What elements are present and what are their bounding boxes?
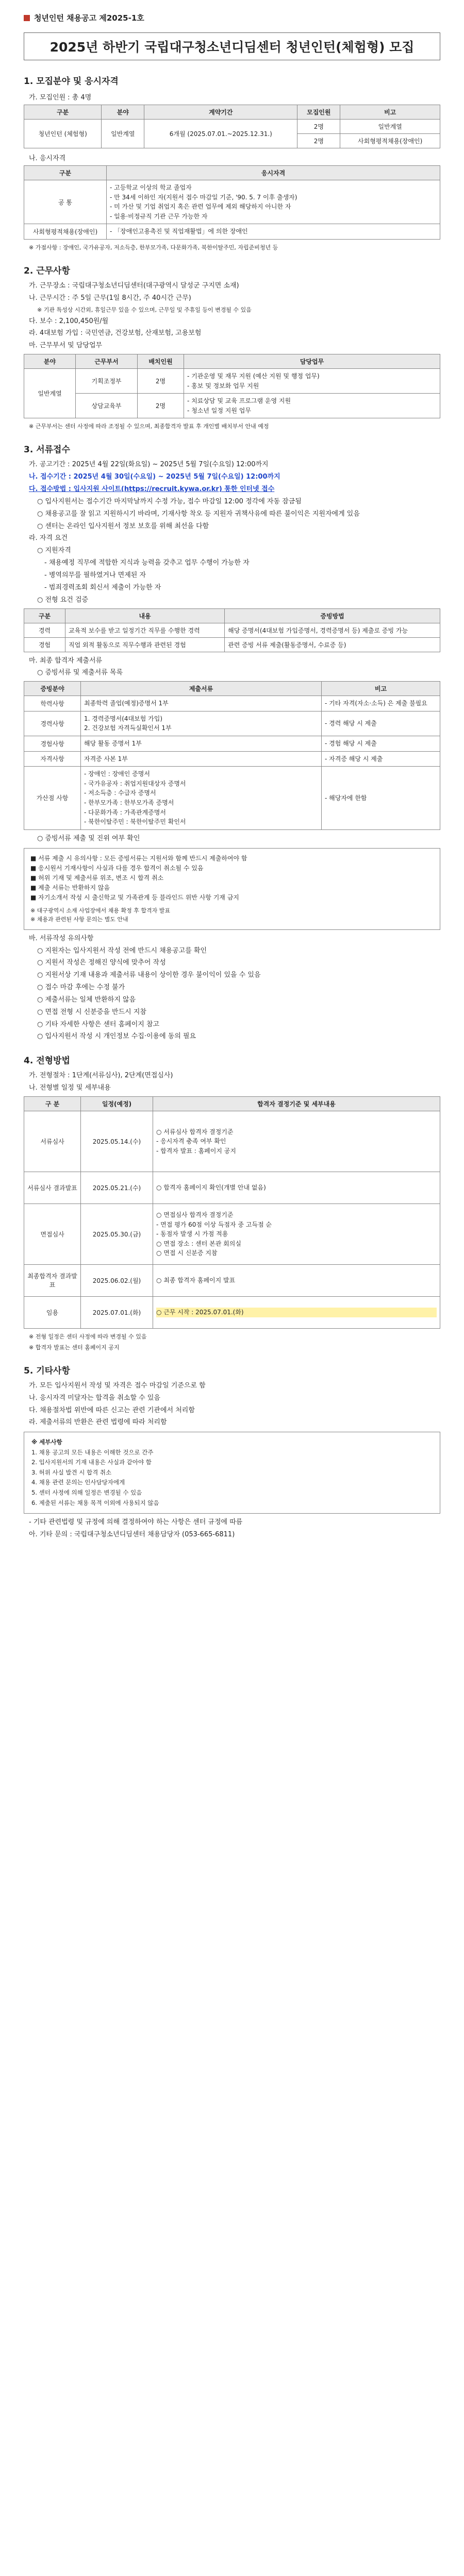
- text-line: 나. 전형별 일정 및 세부내용: [29, 1084, 111, 1092]
- table-cell: 기획조정부: [76, 369, 138, 394]
- text-line: - 채용예정 직무에 적합한 지식과 능력을 갖추고 업무 수행이 가능한 자: [44, 559, 250, 567]
- table-cell: 2명: [297, 134, 340, 148]
- table-cell: [81, 736, 322, 751]
- cell-line: ○ 면접 장소 : 센터 본관 회의실: [156, 1240, 241, 1247]
- text-line: ○ 지원서 작성은 정해진 양식에 맞추어 작성: [37, 959, 166, 967]
- table-cell: [81, 711, 322, 736]
- table-cell: 일반계열: [340, 120, 440, 134]
- section-title: 4. 전형방법: [24, 1056, 70, 1066]
- table-cell: 2명: [297, 120, 340, 134]
- table-cell: 청년인턴 (체험형): [24, 120, 102, 148]
- notice-header: [24, 12, 440, 23]
- table-header: 구 분: [24, 1096, 81, 1111]
- table-header: 구분: [24, 105, 102, 120]
- cell-line: - 경험 해당 시 제출: [325, 739, 377, 747]
- table-header: 비고: [340, 105, 440, 120]
- table-header: 응시자격: [107, 166, 440, 180]
- text-line: ○ 센터는 온라인 입사지원서 정보 보호를 위해 최선을 다함: [37, 522, 209, 530]
- table-cell: [322, 696, 440, 711]
- cell-line: - 경력 해당 시 제출: [325, 720, 377, 727]
- cell-line: ○ 면접 시 신분증 지참: [156, 1249, 218, 1257]
- table-cell: [322, 767, 440, 830]
- box-line: ■ 서류 제출 시 유의사항 : 모든 증빙서류는 지원서와 함께 반드시 제출하여야 함: [30, 854, 247, 862]
- note: ※ 근무부서는 센터 사정에 따라 조정될 수 있으며, 최종합격자 발표 후 개인별 배치부서 안내 예정: [29, 423, 269, 430]
- table-cell: 2025.05.30.(금): [81, 1204, 153, 1264]
- table-cell: [153, 1111, 440, 1172]
- text-line: 바. 서류작성 유의사항: [29, 934, 94, 942]
- text-line: 라. 제출서류의 반환은 관련 법령에 따라 처리함: [29, 1418, 167, 1427]
- table-header: 구분: [24, 608, 65, 623]
- text-line: 마. 근무부서 및 담당업무: [29, 342, 103, 350]
- cell-line: - 청소년 일정 지원 업무: [187, 406, 251, 414]
- box-line: ■ 자기소개서 작성 시 출신학교 및 가족관계 등 블라인드 위반 사항 기재 금지: [30, 894, 239, 902]
- box-title: ※ 세부사항: [31, 1438, 62, 1446]
- sub-heading: 가. 모집인원 : 총 4명: [29, 94, 92, 101]
- box-line: 5. 센터 사정에 의해 일정은 변경될 수 있음: [31, 1488, 142, 1496]
- table-cell: 가산점 사항: [24, 767, 81, 830]
- table-cell: [184, 369, 440, 394]
- table-cell: 교육적 보수를 받고 일정기간 직무를 수행한 경력: [65, 623, 225, 637]
- cell-line: ○ 최종 합격자 홈페이지 발표: [156, 1277, 236, 1284]
- section-application: [24, 442, 440, 1042]
- table-cell: 서류심사 결과발표: [24, 1172, 81, 1204]
- text-line: ○ 지원자격: [37, 547, 71, 555]
- table-cell: [107, 180, 440, 224]
- department-table: [24, 354, 440, 418]
- cell-line: - 한부모가족 : 한부모가족 증명서: [84, 799, 174, 806]
- table-cell: 사회형평적채용(장애인): [340, 134, 440, 148]
- table-cell: 자격사항: [24, 751, 81, 767]
- table-header: 제출서류: [81, 682, 322, 696]
- cell-line: - 해당자에 한함: [325, 794, 367, 802]
- text-line: ○ 면접 전형 시 신분증을 반드시 지참: [37, 1008, 146, 1016]
- cell-line: - 미 가산 및 기업 취업지 혹은 관련 업무에 제외 해당하지 아니한 자: [110, 203, 291, 211]
- table-header: 분야: [102, 105, 144, 120]
- box-line: ※ 대구광역시 소재 사업장에서 채용 확정 후 합격자 발표: [30, 907, 170, 914]
- cell-line: ○ 합격자 홈페이지 확인(개별 안내 없음): [156, 1184, 266, 1192]
- text-line: ○ 전형 요건 검증: [37, 596, 89, 604]
- table-header: 내용: [65, 608, 225, 623]
- text-line: 다. 보수 : 2,100,450원/월: [29, 317, 109, 325]
- box-line: 4. 채용 관련 문의는 인사담당자에게: [31, 1479, 125, 1486]
- cell-line: - 국가유공자 : 취업지원대상자 증명서: [84, 779, 186, 787]
- text-line: 나. 응시자격 미달자는 합격을 취소할 수 있음: [29, 1394, 160, 1402]
- cell-line: - 응시자격 충족 여부 확인: [156, 1138, 226, 1145]
- table-cell: 일반계열: [102, 120, 144, 148]
- text-line: - 기타 관련법령 및 규정에 의해 결정하여야 하는 사항은 센터 규정에 따름: [29, 1518, 243, 1527]
- section-title: 3. 서류접수: [24, 445, 70, 455]
- table-cell: 2명: [138, 369, 184, 394]
- table-cell: 일반계열: [24, 369, 76, 418]
- cell-line: ○ 근무 시작 : 2025.07.01.(화): [156, 1308, 437, 1317]
- table-cell: 경험사항: [24, 736, 81, 751]
- table-cell: [153, 1296, 440, 1328]
- text-line: 나. 접수기간 : 2025년 4월 30일(수요일) ~ 2025년 5월 7일(수요일) 12:00까지: [29, 473, 280, 481]
- cell-line: - 치료상담 및 교육 프로그램 운영 지원: [187, 397, 291, 405]
- text-line: 나. 근무시간 : 주 5일 근무(1일 8시간, 주 40시간 근무): [29, 294, 191, 302]
- table-cell: 경험: [24, 637, 65, 652]
- table-header: 구분: [24, 166, 107, 180]
- table-header: 모집인원: [297, 105, 340, 120]
- details-box: [24, 1432, 440, 1514]
- cell-line: - 동점자 발생 시 가점 적용: [156, 1230, 228, 1238]
- table-cell: 직업 외적 활동으로 직무수행과 관련된 경험: [65, 637, 225, 652]
- text-line: 다. 채용절차법 위반에 따른 신고는 관련 기관에서 처리함: [29, 1406, 195, 1414]
- text-line: ○ 증빙서류 및 제출서류 목록: [37, 669, 123, 677]
- cell-line: - 「장애인고용촉진 및 직업재활법」에 의한 장애인: [110, 228, 248, 235]
- text-line: - 병역의무를 필하였거나 면제된 자: [44, 571, 146, 579]
- table-cell: [153, 1172, 440, 1204]
- notice-number: 청년인턴 채용공고 제2025-1호: [34, 13, 144, 23]
- note: ※ 합격자 발표는 센터 홈페이지 공지: [29, 1344, 120, 1351]
- table-cell: [184, 394, 440, 418]
- box-line: ※ 채용과 관련된 사항 문의는 별도 안내: [30, 916, 128, 923]
- text-line: 라. 자격 요건: [29, 534, 68, 543]
- table-cell: [81, 767, 322, 830]
- cell-line: ○ 서류심사 합격자 결정기준: [156, 1128, 234, 1136]
- cell-line: - 홍보 및 정보화 업무 지원: [187, 382, 259, 389]
- table-cell: 2025.05.21.(수): [81, 1172, 153, 1204]
- note: ※ 전형 일정은 센터 사정에 따라 변경될 수 있음: [29, 1333, 147, 1340]
- contact-line: 아. 기타 문의 : 국립대구청소년디딤센터 채용담당자 (053-665-6811): [29, 1530, 235, 1538]
- table-header: 합격자 결정기준 및 세부내용: [153, 1096, 440, 1111]
- table-header: 담당업무: [184, 354, 440, 369]
- cell-line: 1. 경력증명서(4대보험 가입): [84, 715, 162, 722]
- box-line: 1. 채용 공고의 모든 내용은 이해한 것으로 간주: [31, 1448, 154, 1456]
- box-line: 3. 허위 사실 발견 시 합격 취소: [31, 1468, 112, 1476]
- table-cell: [107, 224, 440, 240]
- cell-line: - 기관운영 및 재무 지원 (예산 지원 및 행정 업무): [187, 372, 320, 380]
- text-line: 마. 최종 합격자 제출서류: [29, 656, 103, 665]
- table-cell: 면접심사: [24, 1204, 81, 1264]
- table-cell: [153, 1264, 440, 1296]
- text-line: ○ 증빙서류 제출 및 진위 여부 확인: [37, 834, 140, 842]
- section-misc: [24, 1363, 440, 1540]
- table-cell: 임용: [24, 1296, 81, 1328]
- page-title: 2025년 하반기 국립대구청소년디딤센터 청년인턴(체험형) 모집: [24, 32, 440, 60]
- note: ※ 가점사항 : 장애인, 국가유공자, 저소득층, 한부모가족, 다문화가족, 북한이탈주민, 자립준비청년 등: [29, 244, 278, 251]
- table-header: 분야: [24, 354, 76, 369]
- cell-line: - 기타 자격(자소·소득) 은 제출 불필요: [325, 700, 427, 707]
- cell-line: ○ 면접심사 합격자 결정기준: [156, 1211, 234, 1218]
- box-line: ■ 허위 기재 및 제출서류 위조, 변조 시 합격 취소: [30, 874, 164, 882]
- cell-line: 최종학력 졸업(예정)증명서 1부: [84, 700, 169, 707]
- cell-line: - 만 34세 이하인 자(지원서 접수 마감일 기준, '90. 5. 7 이후 출생자): [110, 193, 297, 201]
- text-line: ○ 입사지원서는 접수기간 마지막날까지 수정 가능, 접수 마감일 12:00 정각에 자동 잠금됨: [37, 497, 302, 505]
- text-line: - 범죄경력조회 회신서 제출이 가능한 자: [44, 583, 161, 591]
- section-title: 5. 기타사항: [24, 1365, 70, 1376]
- qualification-table: [24, 165, 440, 240]
- cell-line: 2. 건강보험 자격득실확인서 1부: [84, 724, 172, 732]
- table-cell: [81, 751, 322, 767]
- documents-table: [24, 681, 440, 830]
- box-line: ■ 응시원서 기재사항이 사실과 다를 경우 합격이 취소될 수 있음: [30, 864, 204, 872]
- verification-table: [24, 608, 440, 652]
- text-line: 가. 공고기간 : 2025년 4월 22일(화요일) ~ 2025년 5월 7일(수요일) 12:00까지: [29, 461, 269, 469]
- table-cell: 2025.06.02.(월): [81, 1264, 153, 1296]
- table-cell: 관련 증빙 서류 제출(활동증명서, 수료증 등): [225, 637, 440, 652]
- section-selection: [24, 1053, 440, 1352]
- table-header: 일정(예정): [81, 1096, 153, 1111]
- table-header: 증빙분야: [24, 682, 81, 696]
- table-cell: 상담교육부: [76, 394, 138, 418]
- section-recruitment: [24, 74, 440, 252]
- application-link[interactable]: 다. 접수방법 : 입사지원 사이트(https://recruit.kywa.or.kr) 통한 인터넷 접수: [29, 485, 275, 494]
- table-header: 배치인원: [138, 354, 184, 369]
- text-line: ○ 기타 자세한 사항은 센터 홈페이지 참고: [37, 1020, 160, 1028]
- cell-line: - 장애인 : 장애인 증명서: [84, 770, 150, 778]
- table-header: 계약기간: [144, 105, 297, 120]
- section-work-conditions: [24, 263, 440, 431]
- text-line: 가. 전형절차 : 1단계(서류심사), 2단계(면접심사): [29, 1072, 173, 1080]
- schedule-table: [24, 1096, 440, 1329]
- box-line: ■ 제출 서류는 반환하지 않음: [30, 884, 110, 892]
- table-cell: [322, 751, 440, 767]
- table-cell: 사회형평적채용(장애인): [24, 224, 107, 240]
- notice-box: [24, 848, 440, 930]
- table-cell: 2명: [138, 394, 184, 418]
- table-cell: 2025.05.14.(수): [81, 1111, 153, 1172]
- text-line: ○ 지원서상 기재 내용과 제출서류 내용이 상이한 경우 불이익이 있을 수 있음: [37, 971, 261, 979]
- table-cell: 학력사항: [24, 696, 81, 711]
- text-line: ○ 접수 마감 후에는 수정 불가: [37, 984, 125, 992]
- cell-line: - 합격자 발표 : 홈페이지 공지: [156, 1147, 236, 1155]
- cell-line: 자격증 사본 1부: [84, 755, 128, 762]
- table-header: 근무부서: [76, 354, 138, 369]
- table-cell: [153, 1204, 440, 1264]
- section-title: 1. 모집분야 및 응시자격: [24, 76, 119, 87]
- text-line: ○ 제출서류는 일체 반환하지 않음: [37, 995, 136, 1004]
- table-header: 비고: [322, 682, 440, 696]
- cell-line: - 다문화가족 : 가족관계증명서: [84, 808, 166, 816]
- table-cell: 최종합격자 결과발표: [24, 1264, 81, 1296]
- square-bullet-icon: [24, 15, 30, 21]
- cell-line: - 자격증 해당 시 제출: [325, 755, 383, 762]
- text-line: ○ 지원자는 입사지원서 작성 전에 반드시 채용공고를 확인: [37, 946, 207, 955]
- text-line: 가. 근무장소 : 국립대구청소년디딤센터(대구광역시 달성군 구지면 소재): [29, 281, 239, 290]
- table-cell: 해당 증명서(4대보험 가입증명서, 경력증명서 등) 제출로 증빙 가능: [225, 623, 440, 637]
- table-cell: 경력: [24, 623, 65, 637]
- section-title: 2. 근무사항: [24, 265, 70, 276]
- text-line: ○ 입사지원서 작성 시 개인정보 수집·이용에 동의 필요: [37, 1032, 196, 1041]
- text-line: 가. 모든 입사지원서 작성 및 자격은 접수 마감일 기준으로 함: [29, 1381, 206, 1389]
- table-cell: 공 통: [24, 180, 107, 224]
- box-line: 2. 입사지원서의 기재 내용은 사실과 같아야 함: [31, 1459, 152, 1466]
- cell-line: 해당 활동 증명서 1부: [84, 739, 142, 747]
- cell-line: - 일용·비정규직 기관 근무 가능한 자: [110, 212, 208, 220]
- sub-heading: 나. 응시자격: [29, 155, 66, 162]
- table-cell: 서류심사: [24, 1111, 81, 1172]
- cell-line: - 저소득층 : 수급자 증명서: [84, 789, 156, 797]
- table-cell: 2025.07.01.(화): [81, 1296, 153, 1328]
- text-line: 라. 4대보험 가입 : 국민연금, 건강보험, 산재보험, 고용보험: [29, 329, 202, 337]
- table-cell: 경력사항: [24, 711, 81, 736]
- table-cell: [322, 736, 440, 751]
- box-line: 6. 제출된 서류는 채용 목적 이외에 사용되지 않음: [31, 1499, 159, 1506]
- cell-line: - 면접 평가 60점 이상 득점자 중 고득점 순: [156, 1221, 272, 1228]
- recruitment-table: [24, 105, 440, 148]
- cell-line: - 북한이탈주민 : 북한이탈주민 확인서: [84, 818, 186, 826]
- text-line: ※ 기관 특성상 시간외, 휴일근무 있을 수 있으며, 근무일 및 주휴일 등이 변경될 수 있음: [37, 306, 252, 313]
- cell-line: - 고등학교 이상의 학교 졸업자: [110, 184, 192, 191]
- text-line: ○ 채용공고를 잘 읽고 지원하시기 바라며, 기재사항 착오 등 지원자 귀책사유에 따른 불이익은 지원자에게 있음: [37, 510, 360, 518]
- table-cell: [322, 711, 440, 736]
- table-cell: 6개월 (2025.07.01.~2025.12.31.): [144, 120, 297, 148]
- table-header: 증빙방법: [225, 608, 440, 623]
- table-cell: [81, 696, 322, 711]
